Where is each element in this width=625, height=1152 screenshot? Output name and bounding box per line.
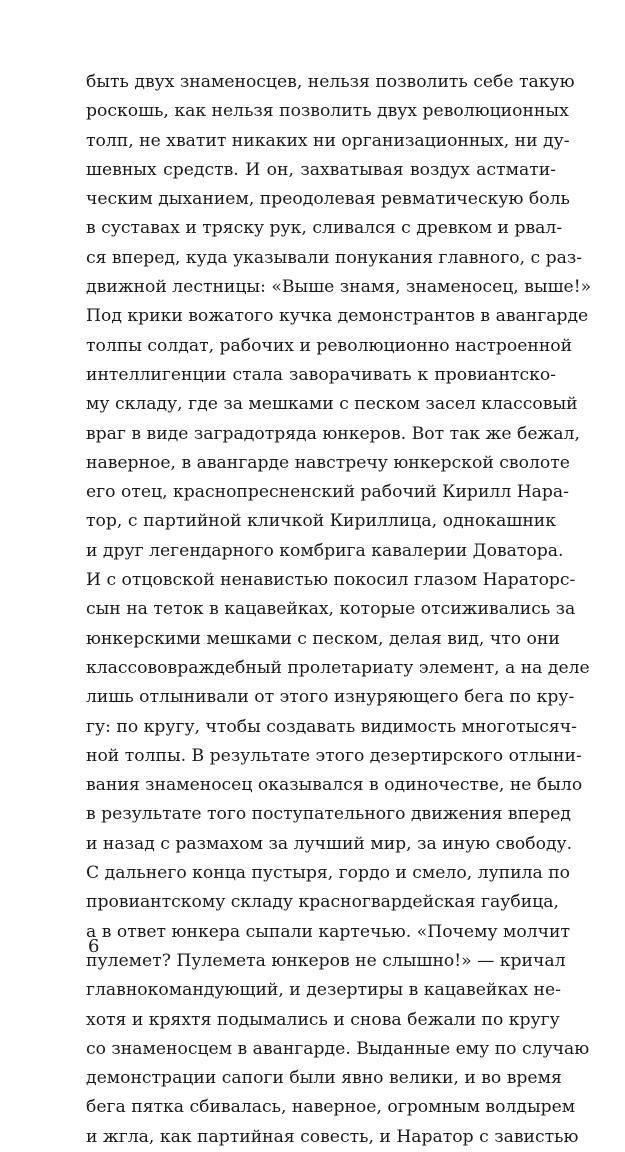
text-line: демонстрации сапоги были явно велики, и во время — [86, 1068, 562, 1089]
text-line: Под крики вожатого кучка демонстрантов в авангарде — [86, 306, 589, 327]
text-line: со знаменосцем в авангарде. Выданные ему по случаю — [86, 1038, 590, 1059]
text-line: ческим дыханием, преодолевая ревматическую боль — [86, 189, 570, 210]
text-line: в суставах и тряску рук, сливался с древком и рвал- — [86, 218, 563, 239]
text-line: бега пятка сбивалась, наверное, огромным волдырем — [86, 1097, 576, 1118]
text-line: классововраждебный пролетариату элемент, а на деле — [86, 657, 590, 678]
text-line: провиантскому складу красногвардейская гаубица, — [86, 892, 559, 913]
body-text — [86, 68, 592, 1152]
text-line: сын на теток в кацавейках, которые отсиживались за — [86, 599, 576, 620]
text-line: а в ответ юнкера сыпали картечью. «Почему молчит — [86, 921, 570, 942]
text-line: тор, с партийной кличкой Кириллица, однокашник — [86, 511, 556, 532]
text-line: быть двух знаменосцев, нельзя позволить себе такую — [86, 72, 575, 92]
text-line: пулемет? Пулемета юнкеров не слышно!» — кричал — [86, 950, 566, 971]
text-line: движной лестницы: «Выше знамя, знаменосец, выше!» — [86, 277, 592, 298]
text-line: толпы солдат, рабочих и революционно настроенной — [86, 335, 573, 356]
text-line: гу: по кругу, чтобы создавать видимость многотысяч- — [86, 716, 577, 737]
text-line: И с отцовской ненавистью покосил глазом Нараторс- — [86, 570, 576, 591]
text-line: интеллигенции стала заворачивать к провиантско- — [86, 364, 556, 385]
text-line: враг в виде заградотряда юнкеров. Вот так же бежал, — [86, 423, 580, 444]
text-line: толп, не хватит никаких ни организационных, ни ду- — [86, 130, 570, 151]
text-line: в результате того поступательного движения вперед — [86, 804, 571, 825]
text-line: юнкерскими мешками с песком, делая вид, что они — [86, 628, 560, 649]
text-line: и жгла, как партийная совесть, и Наратор с завистью — [86, 1126, 579, 1147]
text-line: С дальнего конца пустыря, гордо и смело, лупила по — [86, 863, 571, 884]
text-line: главнокомандующий, и дезертиры в кацавейках не- — [86, 980, 561, 1001]
text-line: наверное, в авангарде навстречу юнкерской сволоте — [86, 452, 570, 473]
text-line: му складу, где за мешками с песком засел классовый — [86, 394, 578, 415]
text-line: ной толпы. В результате этого дезертирского отлыни- — [86, 745, 582, 766]
text-line: ся вперед, куда указывали понукания главного, с раз- — [86, 247, 583, 268]
page-number: 6 — [88, 936, 100, 957]
text-line: и друг легендарного комбрига кавалерии Доватора. — [86, 540, 564, 561]
text-line: и назад с размахом за лучший мир, за иную свободу. — [86, 833, 573, 854]
text-line: вания знаменосец оказывался в одиночестве, не было — [86, 775, 583, 796]
text-line: роскошь, как нельзя позволить двух революционных — [86, 101, 569, 122]
text-line: хотя и кряхтя подымались и снова бежали по кругу — [86, 1009, 560, 1030]
text-line: шевных средств. И он, захватывая воздух астмати- — [86, 159, 556, 180]
text-line: лишь отлынивали от этого изнуряющего бега по кру- — [86, 687, 575, 708]
text-line: его отец, краснопресненский рабочий Кирилл Нара- — [86, 482, 569, 503]
